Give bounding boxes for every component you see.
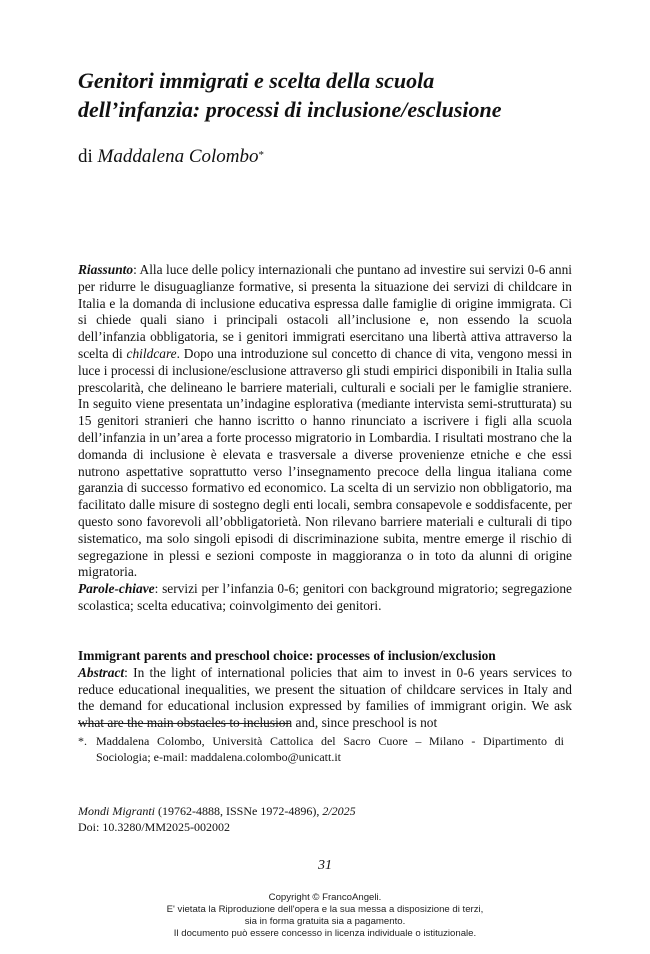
abstract-english — [78, 648, 572, 732]
copyright-line-2: E' vietata la Riproduzione dell'opera e la sua messa a disposizione di terzi, — [166, 904, 484, 915]
abstract-en-paragraph — [78, 648, 572, 732]
english-title: Immigrant parents and preschool choice: processes of inclusion/exclusion — [78, 648, 496, 663]
author-footnote — [78, 734, 572, 765]
footnote-mark: *. — [78, 734, 87, 748]
author-name: Maddalena Colombo — [97, 146, 259, 167]
author-line — [78, 145, 264, 169]
copyright-line-3: sia in forma gratuita sia a pagamento. — [244, 916, 406, 927]
abstract-italian — [78, 262, 572, 615]
copyright-notice — [0, 892, 650, 940]
author-prefix: di — [78, 146, 98, 167]
keywords-paragraph — [78, 581, 572, 615]
keywords-label: Parole-chiave — [78, 581, 155, 597]
journal-info — [78, 804, 572, 835]
riassunto-paragraph — [78, 262, 572, 581]
article-title-line-1: Genitori immigrati e scelta della scuola — [78, 68, 435, 93]
journal-citation — [78, 804, 572, 820]
footnote-text: Maddalena Colombo, Università Cattolica del Sacro Cuore – Milano - Dipartimento di Sociologia; e-mail: maddalena.colombo@unicatt.it — [96, 734, 564, 764]
journal-doi: Doi: 10.3280/MM2025-002002 — [78, 819, 231, 834]
footnote-separator — [78, 723, 290, 724]
copyright-line-1: Copyright © FrancoAngeli. — [268, 892, 382, 903]
journal-name: Mondi Migranti — [78, 804, 155, 818]
riassunto-label: Riassunto — [78, 262, 134, 277]
article-title-line-2: dell’infanzia: processi di inclusione/esclusione — [78, 97, 502, 122]
copyright-line-4: Il documento può essere concesso in licenza individuale o istituzionale. — [173, 928, 477, 939]
journal-issn: (19762-4888, ISSNe 1972-4896), — [155, 804, 323, 818]
riassunto-text-2: . Dopo una introduzione sul concetto di chance di vita, vengono messi in luce i processi di inclusione/esclusione attraverso gli studi empirici disponibili in Italia sulla prescolarità, che delineano le barriere materiali, culturali e sociali per le famiglie straniere. In seguito viene presentata un’indagine esplorativa (mediante intervista semi-strutturata) su 15 genitori stranieri che hanno iscritto o hanno rinunciato a iscrivere i figli alla scuola dell’infanzia in un’area a forte processo migratorio in Lombardia. I risultati mostrano che la domanda di inclusione è elevata e trasversale a diverse provenienze etniche e che essi nutrono aspettative soprattutto verso l’insegnamento precoce della lingua italiana come garanzia di successo formativo ed economico. La scelta di un servizio non obbligatorio, ma facilitato dalle misure di sostegno degli enti locali, sembra consapevole e soddisfacente, per questo sono favorevoli all’obbligatorietà. Non rilevano barriere materiali e culturali di tipo sistematico, ma solo singoli episodi di discriminazione subita, mentre emerge il rischio di segregazione in plessi e sezioni composte in maggioranza o in toto da alunni di origine migratoria. — [78, 345, 573, 580]
article-title — [78, 66, 598, 124]
author-footnote-mark: * — [258, 149, 264, 161]
abstract-en-text: : In the light of international policies that aim to invest in 0-6 years services to reduce educational inequalities, we present the situation of childcare services in Italy and the demand for educational inclusion expressed by families of immigrant origin. We ask what are the main obstacles to inclusion and, since preschool is not — [78, 664, 572, 731]
keywords-text: : servizi per l’infanzia 0-6; genitori con background migratorio; segregazione scolastica; scelta educativa; coinvolgimento dei genitori. — [78, 581, 572, 613]
riassunto-text-1: : Alla luce delle policy internazionali che puntano ad investire sui servizi 0-6 anni per ridurre le disuguaglianze formative, si presenta la situazione dei servizi di childcare in Italia e la domanda di inclusione educativa espressa dalle famiglie di origine immigrata. Ci si chiede quali siano i principali ostacoli all’inclusione e, non essendo la scuola dell’infanzia obbligatoria, se i genitori immigrati esercitano una libertà attiva attraverso la scelta di — [78, 262, 572, 361]
journal-issue: 2/2025 — [322, 804, 356, 818]
riassunto-italic-term: childcare — [126, 345, 177, 361]
page-number: 31 — [318, 858, 332, 873]
abstract-label: Abstract — [78, 664, 125, 680]
